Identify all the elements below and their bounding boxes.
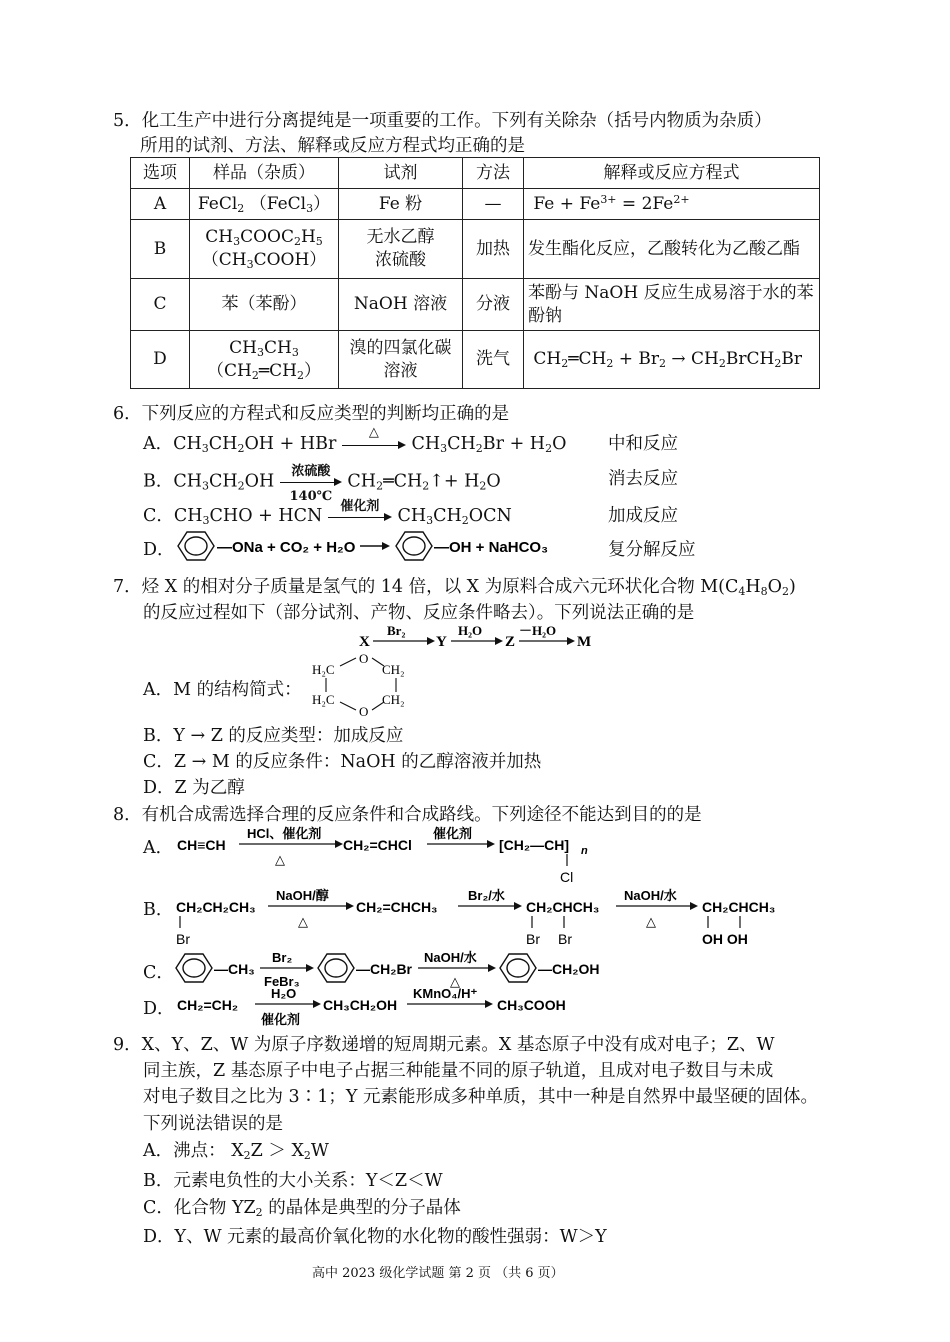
benzene-ring-icon: [396, 532, 432, 560]
svg-text:CH₂CHCH₃: CH₂CHCH₃: [702, 899, 776, 915]
q8-option-d-label: D．: [143, 999, 175, 1019]
q8-stem: 8．有机合成需选择合理的反应条件和合成路线。下列途径不能达到目的的是: [113, 805, 702, 825]
q6-type-a: 中和反应: [608, 434, 678, 454]
svg-text:Br: Br: [526, 931, 540, 947]
svg-text:催化剂: 催化剂: [261, 1012, 301, 1027]
reagent-cell: NaOH 溶液: [339, 279, 463, 331]
q9-option-c: C．化合物 $YZ_2$ 的晶体是典型的分子晶体: [143, 1198, 461, 1219]
q8-option-b-label: B．: [143, 900, 174, 920]
sample-cell: $CH_3CH_3$ $(CH_2═CH_2)$: [190, 331, 339, 389]
q6-option-d-equation: [170, 527, 560, 565]
equation-cell: $CH_2═CH_2 + Br_2$ → $CH_2BrCH_2Br$: [524, 331, 820, 389]
svg-text:Br: Br: [558, 931, 572, 947]
svg-text:催化剂: 催化剂: [433, 826, 473, 841]
svg-text:FeBr₃: FeBr₃: [264, 974, 300, 989]
svg-text:NaOH/醇: NaOH/醇: [276, 888, 329, 903]
q6-stem: 6．下列反应的方程式和反应类型的判断均正确的是: [113, 404, 510, 424]
explain-cell: 苯酚与 NaOH 反应生成易溶于水的苯酚钠: [524, 279, 820, 331]
svg-text:NaOH/水: NaOH/水: [624, 888, 677, 903]
svg-text:Cl: Cl: [560, 869, 574, 885]
svg-text:OH OH: OH OH: [702, 931, 748, 947]
q7-option-d: D．Z 为乙醇: [143, 778, 245, 798]
q6-type-b: 消去反应: [608, 469, 678, 489]
svg-text:[CH₂—CH]: [CH₂—CH]: [499, 837, 569, 853]
method-cell: 分液: [463, 279, 524, 331]
q6-option-c: C．$CH_3CHO$ + HCN 催化剂 $CH_3CH_2OCN$: [143, 498, 512, 527]
q9-stem-line4: 下列说法错误的是: [143, 1114, 283, 1134]
q9-option-a: A．沸点： $X_2Z > X_2W$: [143, 1141, 329, 1162]
svg-text:Br₂: Br₂: [387, 623, 406, 638]
q5-table: [130, 157, 820, 389]
benzene-ring-icon: [318, 954, 354, 982]
q7-option-a: A．M 的结构简式：: [143, 680, 302, 700]
q9-stem-line1: 9．X、Y、Z、W 为原子序数递增的短周期元素。X 基态原子中没有成对电子；Z、W: [113, 1035, 775, 1055]
svg-text:Br: Br: [176, 931, 190, 947]
q5-stem-line2: 所用的试剂、方法、解释或反应方程式均正确的是: [140, 136, 525, 156]
svg-text:CH≡CH: CH≡CH: [177, 837, 226, 853]
q7-option-b: B．Y → Z 的反应类型：加成反应: [143, 726, 404, 746]
svg-text:KMnO₄/H⁺: KMnO₄/H⁺: [413, 986, 478, 1001]
table-header: 试剂: [339, 158, 463, 189]
q6-option-d: D．: [143, 540, 175, 560]
svg-text:H₂C: H₂C: [312, 662, 335, 677]
q9-option-b: B．元素电负性的大小关系：Y＜Z＜W: [143, 1171, 443, 1191]
svg-text:H₂O: H₂O: [271, 986, 297, 1001]
q6-option-a: A．$CH_3CH_2OH$ + HBr △ $CH_3CH_2Br + H_2O$: [143, 424, 567, 455]
q5-stem-line1: 5．化工生产中进行分离提纯是一项重要的工作。下列有关除杂（括号内物质为杂质）: [113, 111, 772, 131]
benzene-ring-icon: [178, 532, 214, 560]
explain-cell: 发生酯化反应，乙酸转化为乙酸乙酯: [524, 220, 820, 279]
q8-option-a-route: [175, 822, 595, 888]
svg-text:—CH₃: —CH₃: [214, 961, 255, 977]
q8-option-a-label: A．: [143, 838, 174, 858]
table-row: [131, 331, 820, 389]
table-header: 样品（杂质）: [190, 158, 339, 189]
benzene-ring-icon: [500, 954, 536, 982]
svg-text:△: △: [298, 914, 308, 929]
svg-text:Y: Y: [436, 634, 447, 650]
svg-text:NaOH/水: NaOH/水: [424, 950, 477, 965]
reagent-cell: 无水乙醇 浓硫酸: [339, 220, 463, 279]
svg-text:CH₂CH₂CH₃: CH₂CH₂CH₃: [176, 899, 256, 915]
reagent-cell: Fe 粉: [339, 189, 463, 220]
svg-text:CH₂=CHCl: CH₂=CHCl: [343, 837, 412, 853]
q7-reaction-scheme: [355, 622, 595, 652]
q8-option-b-route: [172, 880, 812, 950]
option-cell: C: [131, 279, 190, 331]
svg-text:HCl、催化剂: HCl、催化剂: [247, 826, 322, 841]
svg-text:—ONa + CO₂ + H₂O: —ONa + CO₂ + H₂O: [217, 539, 356, 556]
q9-stem-line3: 对电子数目之比为 3∶1；Y 元素能形成多种单质，其中一种是自然界中最坚硬的固体。: [143, 1087, 818, 1107]
sample-cell: $CH_3COOC_2H_5$ $(CH_3COOH)$: [190, 220, 339, 279]
svg-text:CH₃COOH: CH₃COOH: [497, 997, 566, 1013]
q6-option-b: B．$CH_3CH_2OH$ 浓硫酸 140℃ $CH_2═CH_2↑+ H_2O$: [143, 464, 501, 504]
option-cell: D: [131, 331, 190, 389]
table-row: [131, 220, 820, 279]
q9-stem-line2: 同主族，Z 基态原子中电子占据三种能量不同的原子轨道，且成对电子数目与未成: [143, 1061, 774, 1081]
table-header: 选项: [131, 158, 190, 189]
table-header: 解释或反应方程式: [524, 158, 820, 189]
benzene-ring-icon: [176, 954, 212, 982]
option-cell: B: [131, 220, 190, 279]
svg-text:Z: Z: [505, 634, 516, 650]
q7-stem-line1: 7．烃 X 的相对分子质量是氢气的 14 倍，以 X 为原料合成六元环状化合物 $M(C_4H_8O_2)$: [113, 577, 796, 598]
sample-cell: 苯（苯酚）: [190, 279, 339, 331]
svg-text:H₂O: H₂O: [458, 623, 483, 638]
svg-text:O: O: [359, 651, 369, 666]
svg-text:—CH₂Br: —CH₂Br: [356, 961, 412, 977]
q7-ring-structure: [310, 650, 420, 720]
option-cell: A: [131, 189, 190, 220]
svg-text:n: n: [581, 845, 588, 857]
svg-text:CH₃CH₂OH: CH₃CH₂OH: [323, 997, 398, 1013]
page-footer: 高中 2023 级化学试题 第 2 页 （共 6 页）: [312, 1266, 564, 1281]
table-row: [131, 189, 820, 220]
svg-text:O: O: [359, 704, 369, 719]
svg-text:CH₂: CH₂: [382, 692, 405, 707]
svg-text:△: △: [646, 914, 656, 929]
svg-text:CH₂=CH₂: CH₂=CH₂: [177, 997, 239, 1013]
svg-text:CH₂: CH₂: [382, 662, 405, 677]
q7-option-c: C．Z → M 的反应条件：NaOH 的乙醇溶液并加热: [143, 752, 542, 772]
svg-text:△: △: [275, 852, 285, 867]
svg-text:Br₂: Br₂: [272, 950, 293, 965]
equation-cell: $Fe + Fe^{3+} = 2Fe^{2+}$: [524, 189, 820, 220]
q6-type-d: 复分解反应: [608, 540, 696, 560]
svg-text:－H₂O: －H₂O: [519, 623, 557, 638]
method-cell: 洗气: [463, 331, 524, 389]
table-header: 方法: [463, 158, 524, 189]
svg-text:CH₂CHCH₃: CH₂CHCH₃: [526, 899, 600, 915]
method-cell: —: [463, 189, 524, 220]
svg-text:X: X: [359, 634, 370, 650]
table-row: [131, 279, 820, 331]
method-cell: 加热: [463, 220, 524, 279]
svg-text:CH₂=CHCH₃: CH₂=CHCH₃: [356, 899, 438, 915]
q9-option-d: D．Y、W 元素的最高价氧化物的水化物的酸性强弱：W＞Y: [143, 1227, 607, 1247]
q8-option-d-route: [175, 986, 595, 1030]
svg-text:—OH + NaHCO₃: —OH + NaHCO₃: [434, 539, 549, 556]
q6-type-c: 加成反应: [608, 506, 678, 526]
q7-stem-line2: 的反应过程如下（部分试剂、产物、反应条件略去）。下列说法正确的是: [143, 603, 695, 623]
svg-text:M: M: [577, 634, 592, 650]
svg-text:Br₂/水: Br₂/水: [468, 888, 505, 903]
reagent-cell: 溴的四氯化碳溶液: [339, 331, 463, 389]
svg-text:H₂C: H₂C: [312, 692, 335, 707]
svg-text:—CH₂OH: —CH₂OH: [538, 961, 600, 977]
q8-option-c-label: C．: [143, 963, 174, 983]
sample-cell: FeCl$_2$ （FeCl$_3$）: [190, 189, 339, 220]
svg-text:△: △: [450, 974, 460, 989]
